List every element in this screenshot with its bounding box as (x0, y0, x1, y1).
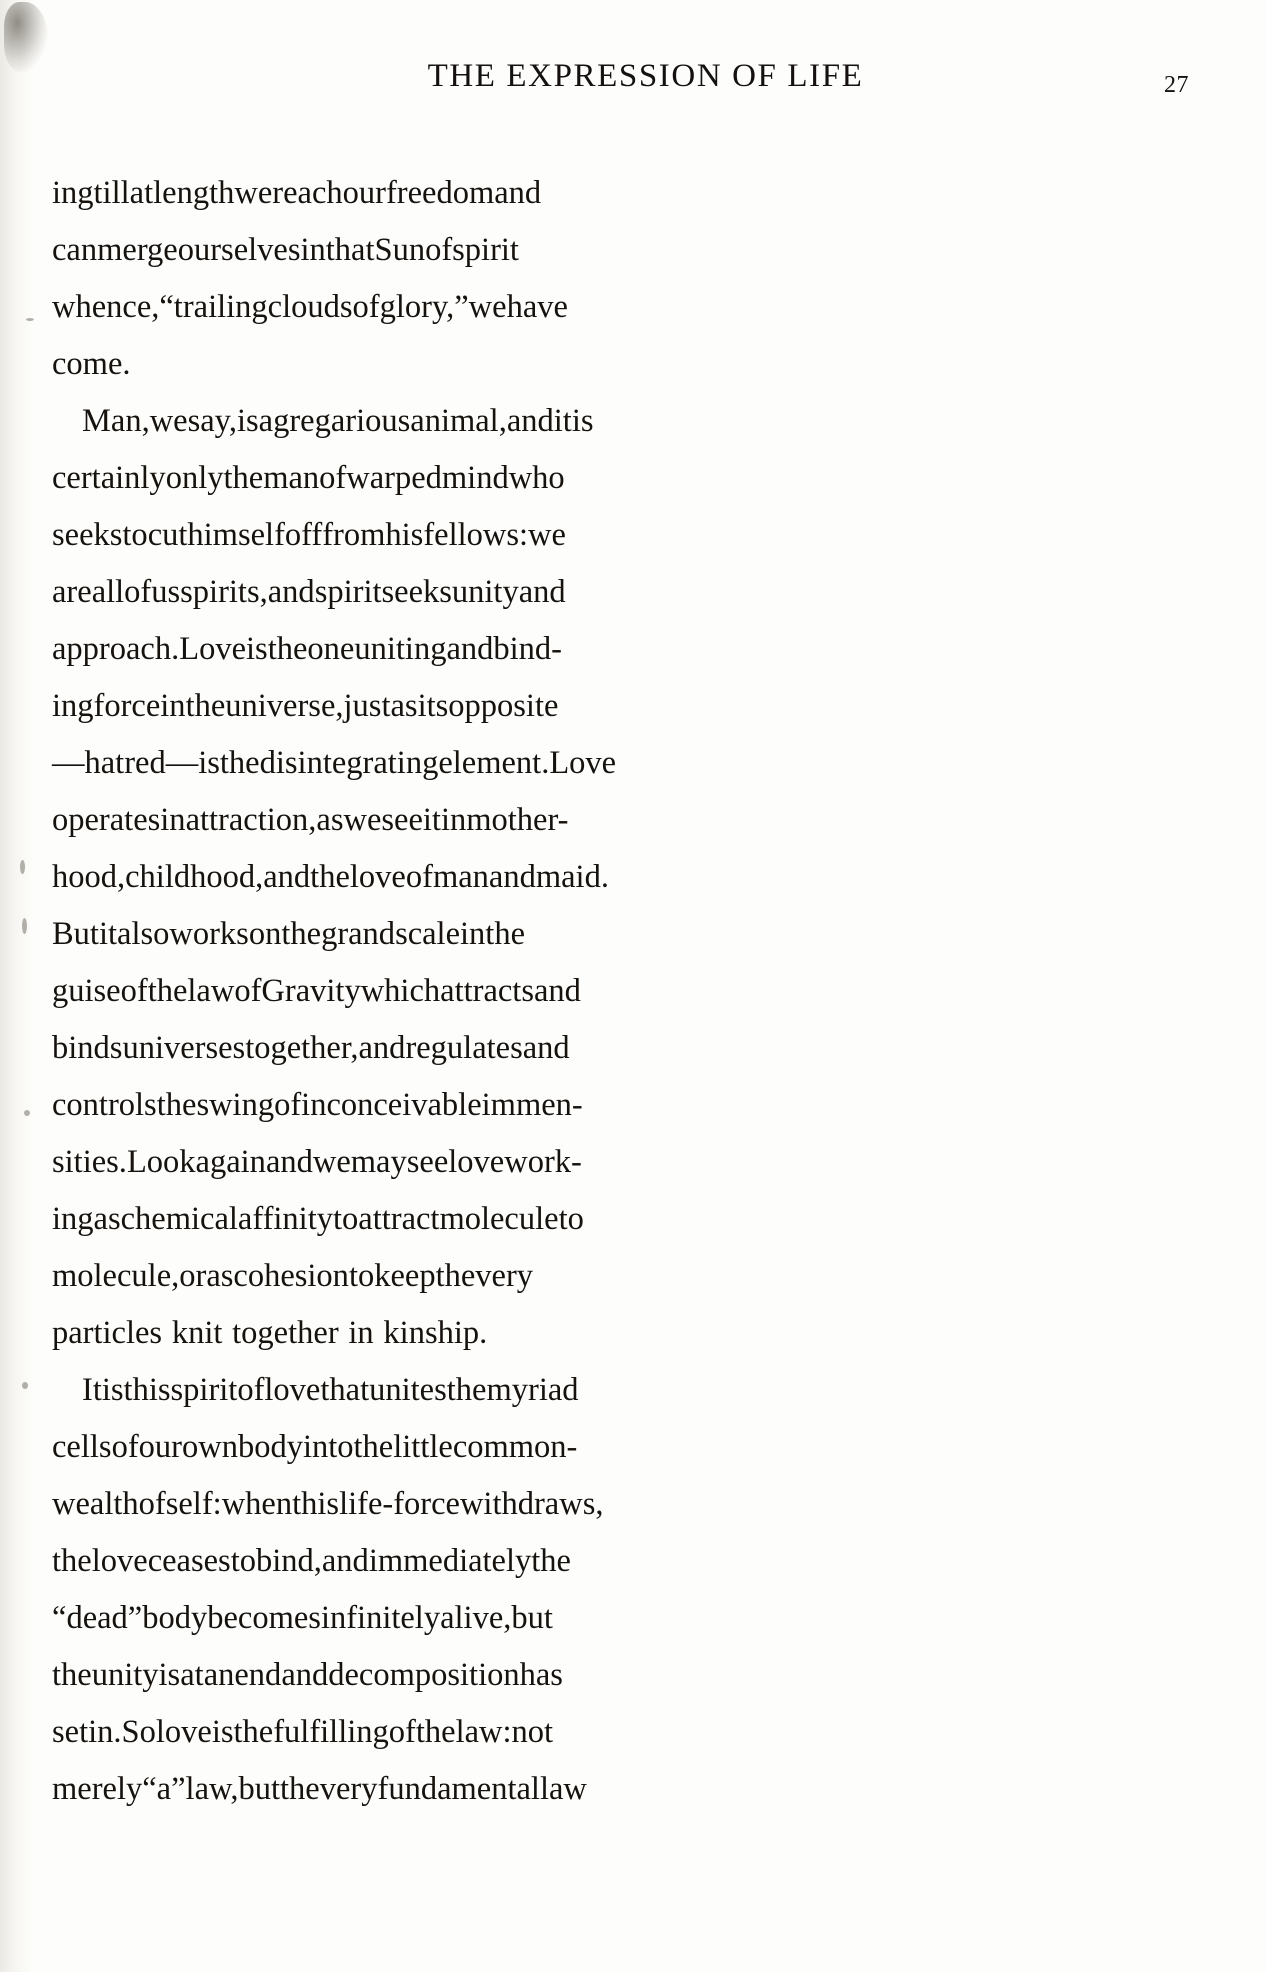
word: see (381, 802, 423, 838)
word: as (390, 688, 418, 724)
word: at (129, 175, 154, 211)
text-line (52, 279, 1211, 336)
word: kinship. (383, 1315, 488, 1351)
word: very (319, 1771, 378, 1807)
text-line (52, 564, 1211, 621)
word: knit (171, 1315, 223, 1351)
word: infinitely (320, 1600, 441, 1636)
word: unites (369, 1372, 447, 1408)
word: not (511, 1714, 554, 1750)
word: of (237, 1372, 265, 1408)
word: is (571, 403, 594, 439)
text-line (52, 450, 1211, 507)
word: a (258, 403, 274, 439)
word: only (165, 460, 224, 496)
word: again (195, 1144, 266, 1180)
word: element. (438, 745, 550, 781)
word: ing (52, 175, 94, 211)
word: a (156, 1771, 172, 1807)
scan-speck (20, 860, 25, 874)
text-line (52, 1305, 1211, 1362)
word: binds (52, 1030, 123, 1066)
text-line (52, 1191, 1211, 1248)
word: Gravity (261, 973, 361, 1009)
word: gregarious (273, 403, 411, 439)
word: law (455, 1714, 503, 1750)
word: : (519, 517, 529, 553)
word: sities. (52, 1144, 127, 1180)
word: and (518, 574, 566, 610)
word: the (219, 745, 260, 781)
word: see (406, 1144, 449, 1180)
word: immen- (481, 1087, 583, 1123)
word: love (155, 1714, 212, 1750)
word: seeks (52, 517, 123, 553)
word: till (93, 175, 130, 211)
word: alive, (440, 1600, 512, 1636)
word: the (415, 1714, 456, 1750)
word: and (265, 1144, 313, 1180)
word: —hatred—is (52, 745, 220, 781)
word: but (511, 1600, 553, 1636)
word: law (539, 1771, 587, 1807)
word: attracts (440, 973, 534, 1009)
text-line (52, 1419, 1211, 1476)
word: into (302, 1429, 354, 1465)
word: has (519, 1657, 563, 1693)
word: just (343, 688, 391, 724)
word: of (388, 1714, 416, 1750)
word: the (353, 1429, 394, 1465)
word: decomposition (328, 1657, 520, 1693)
word: very (475, 1258, 534, 1294)
text-line (52, 1134, 1211, 1191)
word: ” (127, 1600, 143, 1636)
text-line (52, 1077, 1211, 1134)
word: have (506, 289, 568, 325)
word: It (82, 1372, 102, 1408)
word: the (310, 859, 350, 895)
word: cells (52, 1429, 112, 1465)
word: Sun (374, 232, 426, 268)
word: love (349, 859, 406, 895)
word: is (158, 1657, 181, 1693)
word: this (123, 1372, 171, 1408)
word: of (274, 1087, 302, 1123)
word: molecule, (52, 1258, 180, 1294)
word: to (122, 517, 148, 553)
word: becomes (207, 1600, 321, 1636)
word: attraction, (185, 802, 317, 838)
word: work- (504, 1144, 582, 1180)
word: self (165, 1486, 213, 1522)
word: may (350, 1144, 407, 1180)
word: “ (142, 1771, 157, 1807)
word: the (156, 1087, 197, 1123)
word: law (187, 973, 235, 1009)
word: off (284, 517, 323, 553)
word: particles (52, 1315, 163, 1351)
word: in (440, 802, 467, 838)
word: : (212, 1486, 222, 1522)
word: also (117, 916, 170, 952)
word: little (393, 1429, 453, 1465)
word: as (316, 802, 344, 838)
word: as (206, 1258, 234, 1294)
word: and (506, 403, 554, 439)
word: of (138, 1486, 166, 1522)
text-line (52, 1533, 1211, 1590)
word: we (528, 517, 566, 553)
word: to (348, 1258, 375, 1294)
word: spirits, (180, 574, 268, 610)
word: set (52, 1714, 89, 1750)
word: Man, (82, 403, 150, 439)
word: operates (52, 802, 161, 838)
word: in (300, 232, 326, 268)
word: spirit (314, 574, 382, 610)
word: and (446, 631, 494, 667)
word: merge (97, 232, 178, 268)
word: the (280, 1771, 320, 1807)
word: the (435, 1258, 476, 1294)
word: and (321, 1543, 369, 1579)
word: So (121, 1714, 156, 1750)
word: cut (147, 517, 188, 553)
word: of (425, 232, 453, 268)
word: and (522, 1030, 570, 1066)
word: this (292, 1486, 340, 1522)
word: man (263, 460, 320, 496)
word: and (494, 175, 542, 211)
scan-speck (24, 1110, 30, 1116)
word: together (232, 1315, 339, 1351)
word: swing (196, 1087, 275, 1123)
word: to (558, 1201, 584, 1237)
word: it (422, 802, 441, 838)
word: fellows (423, 517, 520, 553)
word: life-force (339, 1486, 460, 1522)
word: that (320, 1372, 370, 1408)
word: the (52, 1543, 92, 1579)
word: spirit (452, 232, 519, 268)
word: ceases (147, 1543, 231, 1579)
word: uniting (354, 631, 447, 667)
word: is (101, 1372, 124, 1408)
word: one (307, 631, 355, 667)
word: and (263, 859, 311, 895)
word: who (508, 460, 565, 496)
word: inconceivable (301, 1087, 482, 1123)
word: works (169, 916, 249, 952)
page-body-text (52, 165, 1211, 1818)
word: in. (88, 1714, 122, 1750)
word: the (267, 631, 308, 667)
word: Look (126, 1144, 196, 1180)
word: mind (441, 460, 509, 496)
word: Love (549, 745, 617, 781)
word: and (358, 1030, 406, 1066)
word: we (468, 289, 507, 325)
text-line (52, 1248, 1211, 1305)
word: spirit (170, 1372, 238, 1408)
text-line (52, 1704, 1211, 1761)
word: his (385, 517, 424, 553)
word: the (531, 1543, 571, 1579)
text-line (52, 1590, 1211, 1647)
word: of (234, 973, 262, 1009)
word: that (325, 232, 375, 268)
word: of (319, 460, 347, 496)
word: love (91, 1543, 148, 1579)
word: or (179, 1258, 207, 1294)
word: opposite (448, 688, 559, 724)
word: to (230, 1543, 256, 1579)
word: “trailing (159, 289, 268, 325)
text-line (52, 393, 1211, 450)
text-line (52, 1362, 1211, 1419)
word: us (151, 574, 181, 610)
word: bind- (493, 631, 562, 667)
word: fulfilling (273, 1714, 389, 1750)
word: the (233, 1714, 274, 1750)
scan-speck (26, 318, 34, 321)
word: together, (245, 1030, 359, 1066)
word: we (149, 403, 188, 439)
scan-speck (22, 1382, 28, 1389)
word: universes (122, 1030, 246, 1066)
text-line (52, 963, 1211, 1020)
text-line (52, 735, 1211, 792)
word: whence, (52, 289, 160, 325)
word: Love (179, 631, 247, 667)
word: from (322, 517, 386, 553)
word: unity (91, 1657, 159, 1693)
word: hood, (52, 859, 126, 895)
word: childhood, (125, 859, 264, 895)
word: is (246, 631, 268, 667)
word: immediately (368, 1543, 532, 1579)
word: the (52, 1657, 92, 1693)
text-line (52, 336, 1211, 393)
word: but (238, 1771, 281, 1807)
word: the (446, 1372, 487, 1408)
word: man (432, 859, 489, 895)
word: of (120, 973, 148, 1009)
word: of (352, 289, 380, 325)
word: law, (185, 1771, 239, 1807)
word: an (203, 1657, 235, 1693)
text-line (52, 165, 1211, 222)
text-line (52, 222, 1211, 279)
word: our (342, 175, 386, 211)
word: chemical (120, 1201, 238, 1237)
text-line (52, 1761, 1211, 1818)
word: certainly (52, 460, 166, 496)
word: the (223, 460, 264, 496)
word: cohesion (233, 1258, 349, 1294)
word: body (237, 1429, 303, 1465)
word: fundamental (377, 1771, 540, 1807)
word: and (281, 1657, 329, 1693)
word: the (147, 973, 188, 1009)
word: force (93, 688, 161, 724)
word: animal, (410, 403, 507, 439)
word: of (111, 1429, 139, 1465)
word: come. (52, 346, 131, 382)
text-line (52, 678, 1211, 735)
page-header (0, 58, 1267, 108)
word: in (460, 916, 486, 952)
word: scale (395, 916, 461, 952)
word: universe, (225, 688, 344, 724)
word: glory,” (379, 289, 469, 325)
word: attract (358, 1201, 440, 1237)
scan-speck (22, 918, 27, 934)
word: and (488, 859, 536, 895)
word: it (98, 916, 118, 952)
text-line (52, 792, 1211, 849)
word: “ (52, 1600, 67, 1636)
running-head-title: THE EXPRESSION OF LIFE (427, 58, 864, 94)
word: can (52, 232, 98, 268)
word: molecule (439, 1201, 559, 1237)
word: the (281, 916, 322, 952)
word: disintegrating (259, 745, 439, 781)
word: reach (272, 175, 343, 211)
word: is (236, 403, 259, 439)
word: we (234, 175, 273, 211)
word: all (91, 574, 125, 610)
word: affinity (237, 1201, 333, 1237)
word: common- (452, 1429, 578, 1465)
word: body (142, 1600, 208, 1636)
word: ing (52, 688, 94, 724)
word: in (348, 1315, 374, 1351)
word: our (138, 1429, 182, 1465)
word: love (448, 1144, 505, 1180)
word: freedom (385, 175, 495, 211)
word: dead (66, 1600, 128, 1636)
word: we (312, 1144, 351, 1180)
word: maid. (535, 859, 609, 895)
word: as (93, 1201, 121, 1237)
word: love (264, 1372, 321, 1408)
word: of (124, 574, 152, 610)
text-line (52, 1647, 1211, 1704)
word: ourselves (177, 232, 301, 268)
word: merely (52, 1771, 143, 1807)
word: But (52, 916, 99, 952)
word: regulates (405, 1030, 523, 1066)
word: own (181, 1429, 238, 1465)
word: to (332, 1201, 359, 1237)
para-continued (52, 165, 1211, 393)
text-line (52, 1020, 1211, 1077)
word: in (160, 802, 186, 838)
word: of (405, 859, 433, 895)
word: ing (52, 1201, 94, 1237)
word: himself (187, 517, 285, 553)
word: wealth (52, 1486, 139, 1522)
word: seeks (381, 574, 452, 610)
word: its (417, 688, 449, 724)
word: keep (374, 1258, 436, 1294)
word: warped (346, 460, 442, 496)
word: at (180, 1657, 204, 1693)
word: length (153, 175, 235, 211)
word: grand (321, 916, 396, 952)
word: ” (171, 1771, 186, 1807)
word: controls (52, 1087, 157, 1123)
word: when (221, 1486, 293, 1522)
page-number: 27 (1164, 72, 1189, 98)
scan-edge-shadow (0, 0, 34, 1972)
text-line (52, 507, 1211, 564)
word: and (267, 574, 315, 610)
word: myriad (486, 1372, 579, 1408)
word: unity (451, 574, 519, 610)
text-line (52, 849, 1211, 906)
word: say, (187, 403, 237, 439)
word: we (343, 802, 382, 838)
word: mother- (466, 802, 569, 838)
para-man-gregarious (52, 393, 1211, 1362)
word: are (52, 574, 92, 610)
word: is (211, 1714, 234, 1750)
word: : (502, 1714, 512, 1750)
word: and (533, 973, 581, 1009)
word: in (160, 688, 186, 724)
word: end (234, 1657, 282, 1693)
text-line (52, 621, 1211, 678)
word: approach. (52, 631, 180, 667)
para-spirit-of-love (52, 1362, 1211, 1818)
word: withdraws, (459, 1486, 604, 1522)
text-line (52, 906, 1211, 963)
word: the (185, 688, 226, 724)
text-line (52, 1476, 1211, 1533)
word: which (360, 973, 441, 1009)
word: it (553, 403, 572, 439)
word: clouds (267, 289, 353, 325)
word: the (485, 916, 526, 952)
word: guise (52, 973, 121, 1009)
word: on (248, 916, 282, 952)
word: bind, (255, 1543, 322, 1579)
